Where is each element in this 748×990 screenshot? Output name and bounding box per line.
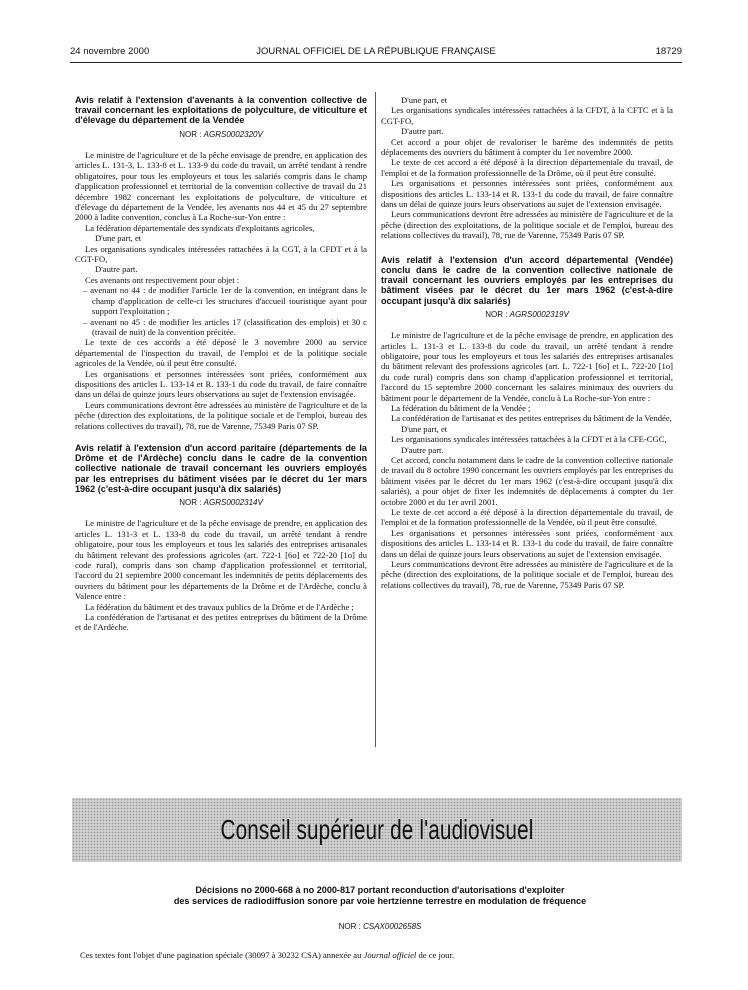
notice1-para: D'autre part. bbox=[95, 264, 138, 275]
notice3-nor: NOR : AGRS0002319V bbox=[485, 309, 569, 319]
notice1-nor: NOR : AGRS0002320V bbox=[179, 129, 263, 139]
notice3-para: La fédération du bâtiment de la Vendée ; bbox=[391, 402, 531, 413]
notice3-para: Les organisations et personnes intéressées sont priées, conformément aux dispositions des articles L. 133-14 et R. 133-1 du code du travail, de faire connaître dans un délai de quinze jours leurs observations au sujet de l'extension envisagée. bbox=[381, 527, 673, 559]
notice1-para: Les organisations syndicales intéressées rattachées à la CGT, à la CFDT et à la CGT-FO, bbox=[75, 243, 367, 265]
notice3-para: Les organisations syndicales intéressées rattachées à la CFDT et à la CFE-CGC, bbox=[391, 434, 667, 445]
left-column bbox=[75, 95, 367, 633]
right-column bbox=[381, 95, 673, 590]
section-title: Conseil supérieur de l'audiovisuel bbox=[220, 814, 534, 845]
decision-nor: NOR : CSAX0002658S bbox=[338, 922, 422, 931]
notice1-para: Les organisations et personnes intéressées sont priées, conformément aux dispositions des articles L. 133-14 et R. 133-1 du code du travail, de faire connaître dans un délai de quinze jours leurs observations au sujet de l'extension envisagée. bbox=[75, 368, 367, 400]
notice2-para: Les organisations et personnes intéressées sont priées, conformément aux dispositions des articles L. 133-14 et R. 133-1 du code du travail, de faire connaître dans un délai de quinze jours leurs observations au sujet de l'extension envisagée. bbox=[381, 178, 673, 210]
notice1-para: Ces avenants ont respectivement pour objet : bbox=[85, 274, 240, 285]
decision-note-journal: Journal officiel bbox=[363, 950, 417, 960]
decision-title-line2: des services de radiodiffusion sonore par voie hertzienne terrestre en modulation de fréquence bbox=[173, 896, 587, 906]
notice1-list-item: – avenant no 45 : de modifier les articles 17 (classification des emplois) et 30 c (travail de nuit) de la convention précitée. bbox=[83, 316, 367, 337]
notice2-para: La confédération de l'artisanat et des petites entreprises du bâtiment de la Drôme et de l'Ardèche. bbox=[75, 612, 367, 633]
notice2-para: Cet accord a pour objet de revaloriser le barème des indemnités de petits déplacements des ouvriers du bâtiment à compter du 1er novembre 2000. bbox=[381, 136, 673, 158]
notice1-para: Le texte de ces accords a été déposé le 3 novembre 2000 au service départemental de l'inspection du travail, de l'emploi et de la politique sociale agricoles de la Vendée, où il peut être consulté. bbox=[75, 337, 367, 369]
notice2-para: Leurs communications devront être adressées au ministère de l'agriculture et de la pêche (direction des exploitations, de la politique sociale et de l'emploi, bureau des relations collectives du travail), 78, rue de Varenne, 75349 Paris 07 SP. bbox=[381, 209, 673, 241]
notice2-nor-code: AGRS0002314V bbox=[203, 498, 263, 507]
notice2-para: Le ministre de l'agriculture et de la pêche envisage de prendre, en application des articles L. 131-3 et L. 133-8 du code du travail, un arrêté tendant à rendre obligatoire, pour tous les employeurs et tous les salariés des entreprises artisanales du bâtiment relevant des professions agricoles (art. 722-1 [6o] et 722-20 [1o] du code rural), compris dans son champ d'application professionnel et territorial, l'accord du 21 septembre 2000 concernant les indemnités de petits déplacements des ouvriers du bâtiment pour les départements de la Drôme et de l'Ardèche, conclu à Valence entre : bbox=[75, 518, 367, 602]
notice2-para: Le texte de cet accord a été déposé à la direction départementale du travail, de l'emploi et de la formation professionnelle de la Drôme, où il peut être consulté. bbox=[381, 157, 673, 178]
header-journal-title: JOURNAL OFFICIEL DE LA RÉPUBLIQUE FRANÇAISE bbox=[256, 46, 496, 57]
decision-title-line1: Décisions no 2000-668 à no 2000-817 portant reconduction d'autorisations d'exploiter bbox=[195, 885, 565, 895]
notice3-para: Cet accord, conclu notamment dans le cadre de la convention collective nationale de travail du 8 octobre 1990 concernant les ouvriers employés par les entreprises du bâtiment visées par le décret du 1er mars 1962 (c'est-à-dire occupant jusqu'à dix salariés), a pour objet de fixer les indemnités de déplacements à compter du 1er octobre 2000 et du 1er avril 2001. bbox=[381, 454, 673, 507]
notice1-title: Avis relatif à l'extension d'avenants à la convention collective de travail concernant les exploitations de polyculture, de viticulture et d'élevage du département de la Vendée bbox=[75, 95, 367, 126]
notice3-para: Le texte de cet accord a été déposé à la direction départementale du travail, de l'emploi et de la formation professionnelle de la Vendée, où il peut être consulté. bbox=[381, 507, 673, 528]
notice1-para: D'une part, et bbox=[95, 233, 142, 244]
notice2-para: D'une part, et bbox=[401, 95, 448, 105]
notice3-nor-code: AGRS0002319V bbox=[509, 309, 569, 319]
notice1-nor-code: AGRS0002320V bbox=[203, 129, 263, 139]
notice1-para: Leurs communications devront être adressées au ministère de l'agriculture et de la pêche (direction des exploitations, de la politique sociale et de l'emploi, bureau des relations collectives du travail), 78, rue de Varenne, 75349 Paris 07 SP. bbox=[75, 399, 367, 431]
page-header bbox=[70, 46, 682, 60]
header-rule bbox=[70, 62, 682, 63]
notice3-para: D'autre part. bbox=[401, 444, 444, 455]
spacer bbox=[381, 241, 673, 255]
notice1-para: La fédération départementale des syndicats d'exploitants agricoles, bbox=[85, 222, 315, 233]
column-divider bbox=[375, 92, 376, 747]
notice3-para: D'une part, et bbox=[401, 423, 448, 434]
decision-note bbox=[80, 950, 680, 960]
notice2-title: Avis relatif à l'extension d'un accord paritaire (départements de la Drôme et de l'Ardèche) conclu dans le cadre de la convention collective nationale de travail concernant les ouvriers employés par les entreprises du bâtiment visées par le décret du 1er mars 1962 (c'est-à-dire occupant jusqu'à dix salariés) bbox=[75, 442, 367, 494]
decision-title bbox=[80, 885, 680, 907]
notice3-para: La confédération de l'artisanat et des petites entreprises du bâtiment de la Vendée, bbox=[391, 413, 672, 424]
decision-nor-code: CSAX0002658S bbox=[363, 922, 422, 931]
notice3-title: Avis relatif à l'extension d'un accord départemental (Vendée) conclu dans le cadre de la convention collective nationale de travail concernant les ouvriers employés par les entreprises du bâtiment visées par le décret du 1er mars 1962 (c'est-à-dire occupant jusqu'à dix salariés) bbox=[381, 254, 673, 306]
notice3-para: Le ministre de l'agriculture et de la pêche envisage de prendre, en application des articles L. 131-3 et L. 133-8 du code du travail, un arrêté tendant à rendre obligatoire, pour tous les employeurs et tous les salariés des entreprises artisanales du bâtiment relevant des professions agricoles (art. L. 722-1 [6o] et L. 722-20 [1o] du code rural) compris dans son champ d'application professionnel et territorial, l'accord du 15 septembre 2000 concernant les salaires minimaux des ouvriers du bâtiment pour le département de la Vendée, conclu à La Roche-sur-Yon entre : bbox=[381, 330, 673, 403]
notice2-para: La fédération du bâtiment et des travaux publics de la Drôme et de l'Ardèche ; bbox=[85, 601, 354, 612]
decision-note-text: Ces textes font l'objet d'une pagination spéciale (30097 à 30232 CSA) annexée au bbox=[80, 950, 362, 960]
header-page-number: 18729 bbox=[655, 46, 682, 57]
notice2-nor: NOR : AGRS0002314V bbox=[179, 498, 263, 507]
notice1-list-item: – avenant no 44 : de modifier l'article 1er de la convention, en intégrant dans le champ d'application de celle-ci les structures d'accueil touristique ayant pour support l'exploitation ; bbox=[83, 285, 367, 317]
notice2-para: D'autre part. bbox=[401, 126, 444, 137]
section-banner bbox=[72, 798, 682, 862]
notice1-para: Le ministre de l'agriculture et de la pêche envisage de prendre, en application des articles L. 131-3, L. 133-8 et L. 133-9 du code du travail, un arrêté tendant à rendre obligatoires, pour tous les employeurs et tous les salariés compris dans le champ d'application professionnel et territorial de la convention collective de travail du 21 décembre 1982 concernant les exploitations de polyculture, de viticulture et d'élevage du département de la Vendée, les avenants nos 44 et 45 du 27 septembre 2000 à ladite convention, conclus à La Roche-sur-Yon entre : bbox=[75, 150, 367, 223]
header-date: 24 novembre 2000 bbox=[70, 46, 150, 57]
decision-note-end: de ce jour. bbox=[418, 950, 454, 960]
notice2-para: Les organisations syndicales intéressées rattachées à la CFDT, à la CFTC et à la CGT-FO, bbox=[381, 105, 673, 126]
notice3-para: Leurs communications devront être adressées au ministère de l'agriculture et de la pêche (direction des exploitations, de la politique sociale et de l'emploi, bureau des relations collectives du travail), 78, rue de Varenne, 75349 Paris 07 SP. bbox=[381, 559, 673, 590]
spacer bbox=[75, 431, 367, 443]
